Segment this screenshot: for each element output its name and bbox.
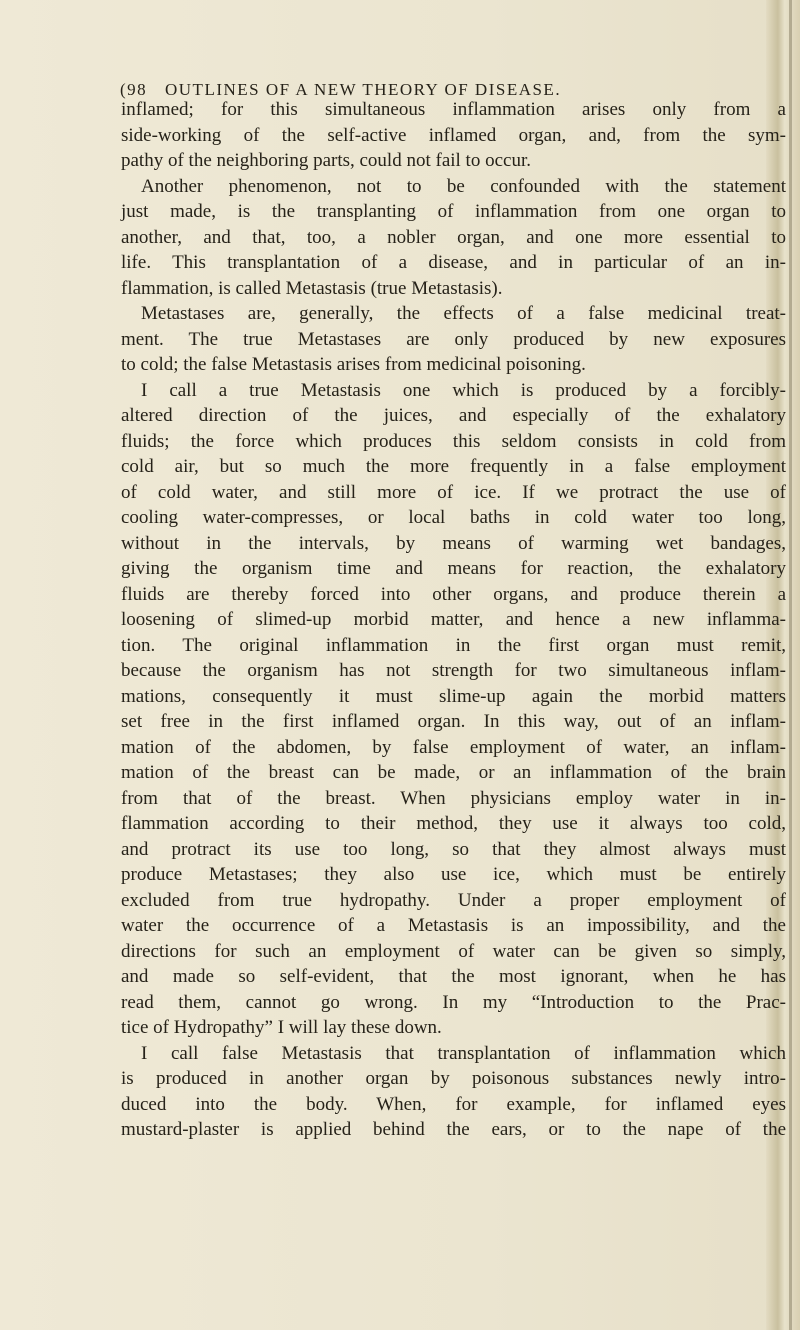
text-line: tion. The original inflammation in the first organ must remit, xyxy=(121,634,786,656)
text-line: mation of the breast can be made, or an inflammation of the brain xyxy=(121,762,786,783)
text-line: giving the organism time and means for reaction, the exhalatory xyxy=(121,558,786,579)
text-line: inflamed; for this simultaneous inflammation arises only from a xyxy=(121,99,786,120)
text-line: flammation, is called Metastasis (true Metastasis). xyxy=(121,277,503,299)
text-line: Metastases are, generally, the effects of a false medicinal treat- xyxy=(141,303,786,324)
text-line: and made so self-evident, that the most ignorant, when he has xyxy=(121,966,786,987)
text-line: to cold; the false Metastasis arises from medicinal poisoning. xyxy=(121,354,586,375)
text-line: mation of the abdomen, by false employment of water, an inflam- xyxy=(121,736,786,758)
text-line: life. This transplantation of a disease, and in particular of an in- xyxy=(121,252,786,273)
text-line: set free in the first inflamed organ. In this way, out of an inflam- xyxy=(121,711,786,732)
text-line: mustard-plaster is applied behind the ears, or to the nape of the xyxy=(121,1119,786,1140)
text-line: cold air, but so much the more frequently in a false employment xyxy=(121,456,786,477)
running-head-title: OUTLINES OF A NEW THEORY OF DISEASE. xyxy=(165,80,562,99)
text-line: tice of Hydropathy” I will lay these down. xyxy=(121,1017,442,1038)
text-line: cooling water-compresses, or local baths in cold water too long, xyxy=(121,507,786,528)
text-line: loosening of slimed-up morbid matter, and hence a new inflamma- xyxy=(121,609,786,630)
text-line: altered direction of the juices, and especially of the exhalatory xyxy=(121,405,786,426)
text-line: excluded from true hydropathy. Under a proper employment of xyxy=(121,889,786,911)
text-line: from that of the breast. When physicians employ water in in- xyxy=(121,787,786,809)
page-binding-shadow xyxy=(789,0,792,1330)
text-line: side-working of the self-active inflamed organ, and, from the sym- xyxy=(121,124,786,146)
text-line: directions for such an employment of water can be given so simply, xyxy=(121,940,786,962)
text-line: because the organism has not strength for two simultaneous inflam- xyxy=(121,660,786,681)
page-number: (98 xyxy=(120,80,148,99)
text-line: read them, cannot go wrong. In my “Introduction to the Prac- xyxy=(121,991,786,1013)
text-line: Another phenomenon, not to be confounded with the statement xyxy=(141,175,786,197)
text-line: mations, consequently it must slime-up again the morbid matters xyxy=(121,685,786,707)
text-line: duced into the body. When, for example, for inflamed eyes xyxy=(121,1093,786,1115)
text-line: fluids are thereby forced into other organs, and produce therein a xyxy=(121,583,786,605)
text-line: is produced in another organ by poisonous substances newly intro- xyxy=(121,1068,786,1089)
text-line: without in the intervals, by means of warming wet bandages, xyxy=(121,532,786,554)
text-line: just made, is the transplanting of inflammation from one organ to xyxy=(121,201,786,222)
text-line: flammation according to their method, they use it always too cold, xyxy=(121,813,786,834)
text-line: pathy of the neighboring parts, could not fail to occur. xyxy=(121,150,531,171)
text-line: fluids; the force which produces this seldom consists in cold from xyxy=(121,430,786,452)
text-line: I call a true Metastasis one which is produced by a forcibly- xyxy=(141,379,786,401)
text-line: and protract its use too long, so that they almost always must xyxy=(121,838,786,860)
text-line: of cold water, and still more of ice. If we protract the use of xyxy=(121,481,786,503)
text-line: ment. The true Metastases are only produced by new exposures xyxy=(121,328,786,350)
text-line: another, and that, too, a nobler organ, and one more essential to xyxy=(121,226,786,248)
text-line: water the occurrence of a Metastasis is an impossibility, and the xyxy=(121,915,786,936)
text-line: I call false Metastasis that transplantation of inflammation which xyxy=(141,1042,786,1064)
text-line: produce Metastases; they also use ice, which must be entirely xyxy=(121,864,786,885)
